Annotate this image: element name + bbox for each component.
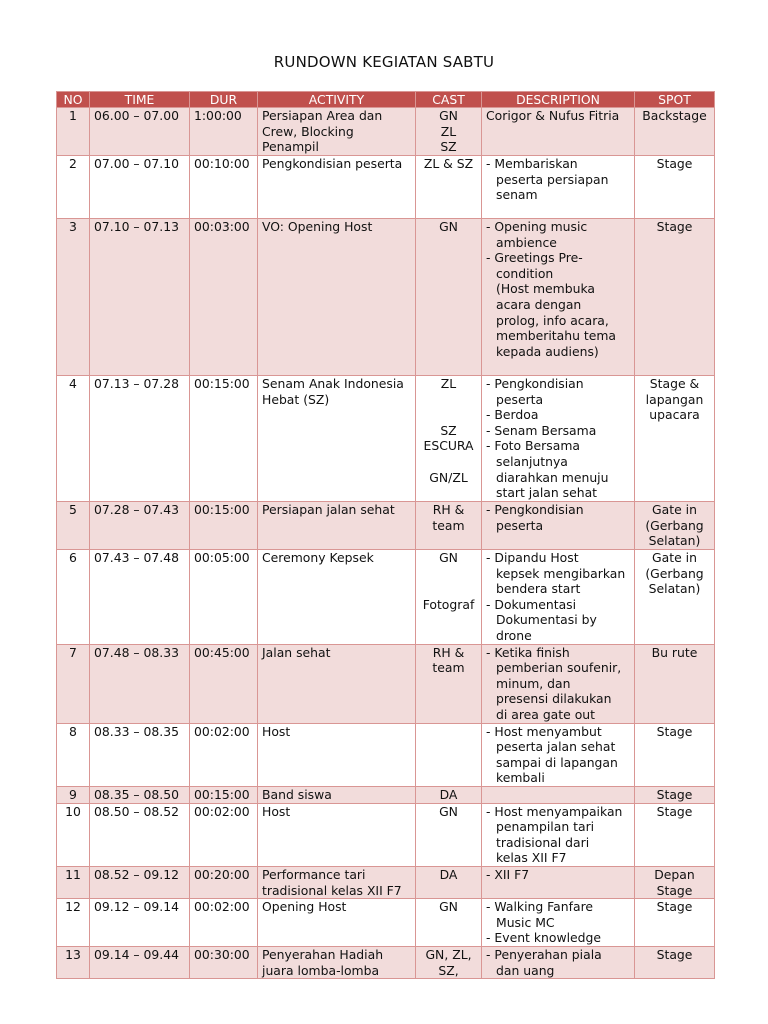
description-line: peserta persiapan bbox=[496, 171, 609, 187]
header-time: TIME bbox=[90, 92, 190, 108]
activity-line: Persiapan jalan sehat bbox=[262, 502, 395, 517]
table-row bbox=[57, 866, 715, 898]
row-duration: 00:02:00 bbox=[194, 803, 250, 819]
cell-description bbox=[482, 899, 635, 947]
activity-line: Opening Host bbox=[262, 899, 347, 915]
table-row bbox=[57, 786, 715, 803]
table-header-row bbox=[57, 92, 715, 108]
description-line: memberitahu tema bbox=[496, 328, 617, 344]
row-duration: 00:20:00 bbox=[194, 866, 250, 882]
cell-cast bbox=[416, 947, 482, 979]
row-number: 7 bbox=[69, 644, 77, 660]
table-row bbox=[57, 502, 715, 550]
description-line: minum, dan bbox=[496, 675, 571, 691]
cast-line: ZL bbox=[440, 123, 457, 139]
cell-no bbox=[57, 803, 90, 866]
activity-line: Hebat (SZ) bbox=[262, 391, 330, 407]
description-line: - Berdoa bbox=[486, 407, 539, 423]
cell-description bbox=[482, 803, 635, 866]
cell-description bbox=[482, 108, 635, 156]
cell-time bbox=[90, 108, 190, 156]
row-number: 5 bbox=[69, 502, 77, 517]
row-duration: 00:30:00 bbox=[194, 947, 250, 963]
cell-no bbox=[57, 156, 90, 219]
cell-time bbox=[90, 723, 190, 786]
cast-line: team bbox=[432, 517, 465, 533]
row-duration: 00:45:00 bbox=[194, 644, 250, 660]
cell-spot bbox=[635, 644, 715, 723]
spot-line: Stage bbox=[656, 156, 693, 171]
table-row bbox=[57, 156, 715, 219]
activity-line: Penampil bbox=[262, 139, 319, 155]
cell-spot bbox=[635, 899, 715, 947]
row-time: 09.12 – 09.14 bbox=[94, 899, 180, 915]
activity-line: juara lomba-lomba bbox=[262, 962, 380, 978]
table-row bbox=[57, 219, 715, 376]
row-number: 2 bbox=[69, 156, 77, 171]
cast-line bbox=[420, 454, 477, 470]
table-row bbox=[57, 723, 715, 786]
cast-line: ZL bbox=[440, 376, 457, 391]
activity-line: Band siswa bbox=[262, 786, 332, 802]
cast-line bbox=[420, 392, 477, 408]
description-line: - Ketika finish bbox=[486, 644, 570, 660]
spot-line: Stage bbox=[656, 882, 693, 898]
cell-cast bbox=[416, 156, 482, 219]
table-row bbox=[57, 550, 715, 645]
activity-line: Crew, Blocking bbox=[262, 123, 354, 139]
cast-line bbox=[420, 724, 477, 740]
cell-dur bbox=[190, 156, 258, 219]
cast-line bbox=[420, 581, 477, 597]
cast-line: team bbox=[432, 660, 465, 676]
table-row bbox=[57, 644, 715, 723]
cell-activity bbox=[258, 550, 416, 645]
cell-time bbox=[90, 219, 190, 376]
row-duration: 00:02:00 bbox=[194, 723, 250, 739]
document-title: RUNDOWN KEGIATAN SABTU bbox=[273, 53, 495, 71]
cell-dur bbox=[190, 786, 258, 803]
cell-description bbox=[482, 219, 635, 376]
cast-line: DA bbox=[439, 866, 458, 882]
cast-line: SZ bbox=[440, 422, 457, 438]
cell-cast bbox=[416, 502, 482, 550]
cell-activity bbox=[258, 108, 416, 156]
description-line: drone bbox=[496, 627, 532, 643]
cell-cast bbox=[416, 644, 482, 723]
cast-line: GN bbox=[439, 219, 458, 234]
cell-dur bbox=[190, 550, 258, 645]
cell-time bbox=[90, 502, 190, 550]
header-cast: CAST bbox=[416, 92, 482, 108]
cell-activity bbox=[258, 947, 416, 979]
spot-line: Selatan) bbox=[648, 581, 701, 597]
cell-no bbox=[57, 786, 90, 803]
description-line: start jalan sehat bbox=[496, 485, 598, 501]
activity-line: Jalan sehat bbox=[262, 644, 331, 660]
cell-activity bbox=[258, 644, 416, 723]
rundown-table bbox=[56, 91, 715, 979]
cell-activity bbox=[258, 156, 416, 219]
description-line: kepada audiens) bbox=[496, 343, 599, 359]
cell-no bbox=[57, 376, 90, 502]
row-time: 09.14 – 09.44 bbox=[94, 947, 180, 963]
description-line: penampilan tari bbox=[496, 819, 595, 835]
cast-line: GN bbox=[439, 550, 458, 565]
row-number: 3 bbox=[69, 219, 77, 234]
spot-line: Stage bbox=[656, 899, 693, 915]
table-row bbox=[57, 376, 715, 502]
description-line: - Foto Bersama bbox=[486, 438, 580, 454]
cast-line bbox=[420, 407, 477, 423]
activity-line: Performance tari bbox=[262, 866, 366, 882]
activity-line: Ceremony Kepsek bbox=[262, 550, 374, 565]
spot-line: Gate in bbox=[652, 502, 697, 517]
cell-description bbox=[482, 947, 635, 979]
row-time: 06.00 – 07.00 bbox=[94, 108, 180, 123]
header-description: DESCRIPTION bbox=[482, 92, 635, 108]
cell-spot bbox=[635, 376, 715, 502]
cell-spot bbox=[635, 786, 715, 803]
cell-spot bbox=[635, 803, 715, 866]
cell-dur bbox=[190, 502, 258, 550]
cell-dur bbox=[190, 723, 258, 786]
cell-time bbox=[90, 156, 190, 219]
cast-line: SZ, bbox=[438, 962, 459, 978]
activity-line: Persiapan Area dan bbox=[262, 108, 383, 123]
cell-cast bbox=[416, 723, 482, 786]
description-line: kelas XII F7 bbox=[496, 850, 567, 866]
table-row bbox=[57, 947, 715, 979]
cell-activity bbox=[258, 803, 416, 866]
description-line: - Pengkondisian bbox=[486, 502, 584, 517]
table-row bbox=[57, 899, 715, 947]
description-line: Corigor & Nufus Fitria bbox=[486, 108, 620, 123]
cast-line: GN bbox=[439, 899, 458, 915]
description-line: selanjutnya bbox=[496, 453, 568, 469]
cell-spot bbox=[635, 156, 715, 219]
cell-spot bbox=[635, 219, 715, 376]
description-line: - XII F7 bbox=[486, 866, 530, 882]
cell-no bbox=[57, 723, 90, 786]
description-line: peserta jalan sehat bbox=[496, 739, 616, 755]
description-line: peserta bbox=[496, 391, 544, 407]
cell-dur bbox=[190, 376, 258, 502]
spot-line: Selatan) bbox=[648, 533, 701, 549]
description-line: prolog, info acara, bbox=[496, 312, 609, 328]
cell-time bbox=[90, 947, 190, 979]
cell-dur bbox=[190, 219, 258, 376]
cell-cast bbox=[416, 550, 482, 645]
cell-dur bbox=[190, 108, 258, 156]
spot-line: Stage & bbox=[649, 376, 700, 391]
spot-line: Stage bbox=[656, 219, 693, 234]
cell-no bbox=[57, 866, 90, 898]
row-time: 07.43 – 07.48 bbox=[94, 550, 180, 565]
description-line: - Host menyambut bbox=[486, 723, 602, 739]
cell-activity bbox=[258, 899, 416, 947]
cell-dur bbox=[190, 803, 258, 866]
row-number: 10 bbox=[65, 803, 81, 819]
description-line: bendera start bbox=[496, 581, 581, 597]
cell-dur bbox=[190, 947, 258, 979]
row-duration: 00:15:00 bbox=[194, 786, 250, 802]
description-line: - Senam Bersama bbox=[486, 422, 597, 438]
row-time: 07.48 – 08.33 bbox=[94, 644, 180, 660]
cell-activity bbox=[258, 786, 416, 803]
cast-line: GN, ZL, bbox=[425, 947, 472, 963]
spot-line: Gate in bbox=[652, 550, 697, 565]
cast-line: GN/ZL bbox=[429, 469, 468, 485]
cell-activity bbox=[258, 502, 416, 550]
cell-time bbox=[90, 866, 190, 898]
cast-line bbox=[420, 566, 477, 582]
row-time: 07.00 – 07.10 bbox=[94, 156, 180, 171]
description-line: - Dokumentasi bbox=[486, 596, 577, 612]
spot-line: lapangan bbox=[645, 391, 704, 407]
cell-no bbox=[57, 899, 90, 947]
header-activity: ACTIVITY bbox=[258, 92, 416, 108]
spot-line: Depan bbox=[654, 866, 695, 882]
description-line: ambience bbox=[496, 234, 557, 250]
cell-time bbox=[90, 786, 190, 803]
description-line: senam bbox=[496, 187, 538, 203]
cell-description bbox=[482, 502, 635, 550]
spot-line: Backstage bbox=[642, 108, 707, 123]
cast-line: ZL & SZ bbox=[423, 156, 474, 171]
cell-dur bbox=[190, 899, 258, 947]
row-duration: 00:10:00 bbox=[194, 156, 250, 171]
description-line: - Pengkondisian bbox=[486, 376, 584, 391]
cell-no bbox=[57, 644, 90, 723]
description-line: sampai di lapangan bbox=[496, 754, 618, 770]
activity-line: Senam Anak Indonesia bbox=[262, 376, 404, 391]
cell-spot bbox=[635, 723, 715, 786]
description-line: kembali bbox=[496, 770, 545, 786]
cell-cast bbox=[416, 866, 482, 898]
cast-line: RH & bbox=[432, 644, 465, 660]
spot-line: Stage bbox=[656, 803, 693, 819]
description-line: pemberian soufenir, bbox=[496, 660, 622, 676]
description-line: - Dipandu Host bbox=[486, 550, 579, 565]
cell-cast bbox=[416, 786, 482, 803]
cell-time bbox=[90, 376, 190, 502]
row-duration: 00:02:00 bbox=[194, 899, 250, 915]
spot-line: (Gerbang bbox=[645, 565, 704, 581]
table-body bbox=[57, 108, 715, 979]
cell-no bbox=[57, 219, 90, 376]
cell-time bbox=[90, 803, 190, 866]
cell-description bbox=[482, 723, 635, 786]
header-spot: SPOT bbox=[635, 92, 715, 108]
cell-cast bbox=[416, 803, 482, 866]
row-time: 08.52 – 09.12 bbox=[94, 866, 180, 882]
cell-description bbox=[482, 866, 635, 898]
activity-line: Host bbox=[262, 723, 291, 739]
row-duration: 00:03:00 bbox=[194, 219, 250, 234]
cell-description bbox=[482, 644, 635, 723]
row-number: 8 bbox=[69, 723, 77, 739]
activity-line: tradisional kelas XII F7 bbox=[262, 882, 402, 898]
cell-cast bbox=[416, 219, 482, 376]
cast-line: ESCURA bbox=[423, 438, 474, 454]
spot-line: Stage bbox=[656, 947, 693, 963]
row-time: 07.13 – 07.28 bbox=[94, 376, 180, 391]
cell-spot bbox=[635, 108, 715, 156]
row-time: 08.33 – 08.35 bbox=[94, 723, 180, 739]
spot-line: upacara bbox=[649, 407, 700, 423]
activity-line: VO: Opening Host bbox=[262, 219, 373, 234]
description-line: - Host menyampaikan bbox=[486, 803, 623, 819]
description-line: peserta bbox=[496, 517, 544, 533]
cell-dur bbox=[190, 866, 258, 898]
header-dur: DUR bbox=[190, 92, 258, 108]
description-line: - Walking Fanfare bbox=[486, 899, 594, 915]
row-number: 13 bbox=[65, 947, 81, 963]
row-number: 12 bbox=[65, 899, 81, 915]
description-line: - Penyerahan piala bbox=[486, 947, 602, 963]
cell-cast bbox=[416, 899, 482, 947]
row-time: 07.10 – 07.13 bbox=[94, 219, 180, 234]
description-line: - Membariskan bbox=[486, 156, 578, 171]
spot-line: (Gerbang bbox=[645, 517, 704, 533]
row-number: 11 bbox=[65, 866, 81, 882]
spot-line: Stage bbox=[656, 723, 693, 739]
cast-line: GN bbox=[439, 108, 458, 123]
description-line: - Greetings Pre- bbox=[486, 250, 583, 266]
description-line: Dokumentasi by bbox=[496, 612, 597, 628]
description-line: - Event knowledge bbox=[486, 930, 602, 946]
cell-activity bbox=[258, 866, 416, 898]
cell-spot bbox=[635, 502, 715, 550]
cell-no bbox=[57, 947, 90, 979]
row-number: 6 bbox=[69, 550, 77, 565]
activity-line: Host bbox=[262, 803, 291, 819]
description-line: kepsek mengibarkan bbox=[496, 565, 626, 581]
header-no: NO bbox=[57, 92, 90, 108]
row-duration: 00:05:00 bbox=[194, 550, 250, 565]
description-line: condition bbox=[496, 265, 554, 281]
cell-cast bbox=[416, 108, 482, 156]
row-number: 9 bbox=[69, 786, 77, 802]
cell-no bbox=[57, 502, 90, 550]
table-row bbox=[57, 108, 715, 156]
cell-cast bbox=[416, 376, 482, 502]
cast-line: DA bbox=[439, 786, 458, 802]
cell-time bbox=[90, 644, 190, 723]
description-line: acara dengan bbox=[496, 296, 582, 312]
cell-description bbox=[482, 550, 635, 645]
cell-description bbox=[482, 376, 635, 502]
description-line: - Opening music bbox=[486, 219, 588, 234]
description-line: presensi dilakukan bbox=[496, 691, 612, 707]
row-duration: 00:15:00 bbox=[194, 502, 250, 517]
cast-line: Fotograf bbox=[422, 596, 475, 612]
row-duration: 1:00:00 bbox=[194, 108, 242, 123]
cast-line: RH & bbox=[432, 502, 465, 517]
activity-line: Pengkondisian peserta bbox=[262, 156, 403, 171]
description-line: tradisional dari bbox=[496, 834, 590, 850]
cell-no bbox=[57, 108, 90, 156]
cell-description bbox=[482, 786, 635, 803]
cell-activity bbox=[258, 219, 416, 376]
cell-time bbox=[90, 899, 190, 947]
cell-spot bbox=[635, 550, 715, 645]
cell-spot bbox=[635, 947, 715, 979]
cell-no bbox=[57, 550, 90, 645]
description-line: di area gate out bbox=[496, 706, 595, 722]
cast-line: GN bbox=[439, 803, 458, 819]
row-time: 07.28 – 07.43 bbox=[94, 502, 180, 517]
spot-line: Stage bbox=[656, 786, 693, 802]
cell-description bbox=[482, 156, 635, 219]
cast-line: SZ bbox=[440, 139, 457, 155]
cell-activity bbox=[258, 376, 416, 502]
description-line: dan uang bbox=[496, 962, 555, 978]
cell-activity bbox=[258, 723, 416, 786]
spot-line: Bu rute bbox=[651, 644, 698, 660]
activity-line: Penyerahan Hadiah bbox=[262, 947, 384, 963]
row-time: 08.35 – 08.50 bbox=[94, 786, 180, 802]
description-line: Music MC bbox=[496, 914, 555, 930]
row-time: 08.50 – 08.52 bbox=[94, 803, 180, 819]
description-line: diarahkan menuju bbox=[496, 469, 609, 485]
row-number: 1 bbox=[69, 108, 77, 123]
description-line: (Host membuka bbox=[496, 281, 596, 297]
cell-dur bbox=[190, 644, 258, 723]
cell-spot bbox=[635, 866, 715, 898]
cell-time bbox=[90, 550, 190, 645]
row-number: 4 bbox=[69, 376, 77, 391]
row-duration: 00:15:00 bbox=[194, 376, 250, 391]
table-row bbox=[57, 803, 715, 866]
